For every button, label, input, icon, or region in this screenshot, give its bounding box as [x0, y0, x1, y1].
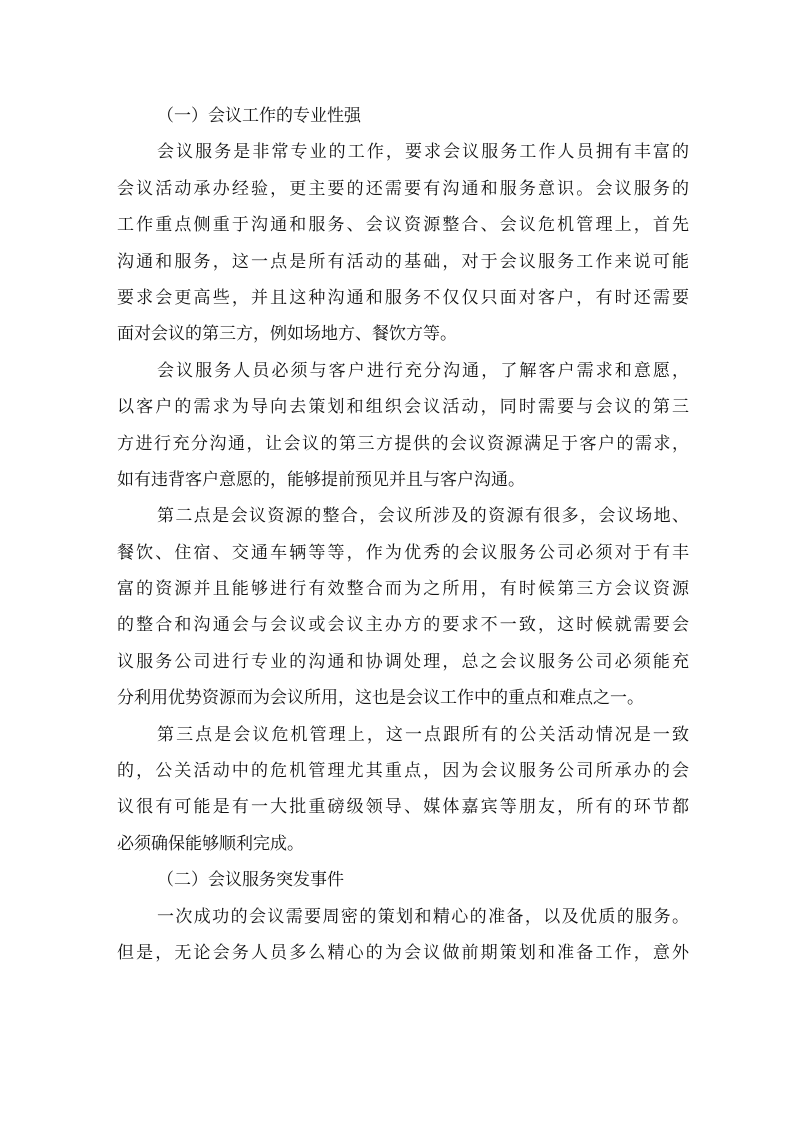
text-line: 一次成功的会议需要周密的策划和精心的准备，以及优质的服务。	[157, 906, 689, 927]
section-heading-1: （一）会议工作的专业性强	[157, 106, 361, 126]
text-line: 分利用优势资源而为会议所用，这也是会议工作中的重点和难点之一。	[117, 688, 644, 709]
paragraph-3	[117, 498, 689, 716]
text-line: 但是，无论会务人员多么精心的为会议做前期策划和准备工作，意外	[117, 942, 689, 963]
paragraph-4	[117, 717, 689, 863]
text-line: 会议服务人员必须与客户进行充分沟通，了解客户需求和意愿，	[157, 360, 689, 381]
text-line: 方进行充分沟通，让会议的第三方提供的会议资源满足于客户的需求，	[117, 433, 689, 454]
text-line: 的，公关活动中的危机管理尤其重点，因为会议服务公司所承办的会	[117, 761, 689, 782]
text-line: 如有违背客户意愿的，能够提前预见并且与客户沟通。	[117, 469, 525, 490]
text-line: 议服务公司进行专业的沟通和协调处理，总之会议服务公司必须能充	[117, 651, 689, 672]
paragraph-2	[117, 353, 689, 499]
text-line: 必须确保能够顺利完成。	[117, 833, 304, 854]
text-line: 面对会议的第三方，例如场地方、餐饮方等。	[117, 324, 457, 345]
text-line: 沟通和服务，这一点是所有活动的基础，对于会议服务工作来说可能	[117, 251, 689, 272]
paragraph-1	[117, 134, 689, 352]
section-heading-2: （二）会议服务突发事件	[157, 870, 344, 891]
text-line: 富的资源并且能够进行有效整合而为之所用，有时候第三方会议资源	[117, 579, 689, 600]
paragraph-5	[117, 899, 689, 972]
text-line: 第二点是会议资源的整合，会议所涉及的资源有很多，会议场地、	[157, 506, 689, 527]
text-line: 餐饮、住宿、交通车辆等等，作为优秀的会议服务公司必须对于有丰	[117, 542, 689, 563]
text-line: 议很有可能是有一大批重磅级领导、媒体嘉宾等朋友，所有的环节都	[117, 797, 689, 818]
text-line: 要求会更高些，并且这种沟通和服务不仅仅只面对客户，有时还需要	[117, 287, 689, 308]
text-line: 会议活动承办经验，更主要的还需要有沟通和服务意识。会议服务的	[117, 178, 689, 199]
text-line: 工作重点侧重于沟通和服务、会议资源整合、会议危机管理上，首先	[117, 215, 689, 236]
text-line: 会议服务是非常专业的工作，要求会议服务工作人员拥有丰富的	[157, 142, 689, 163]
text-line: 第三点是会议危机管理上，这一点跟所有的公关活动情况是一致	[157, 724, 689, 745]
text-line: 的整合和沟通会与会议或会议主办方的要求不一致，这时候就需要会	[117, 615, 689, 636]
text-line: 以客户的需求为导向去策划和组织会议活动，同时需要与会议的第三	[117, 397, 689, 418]
document-body	[117, 98, 689, 971]
